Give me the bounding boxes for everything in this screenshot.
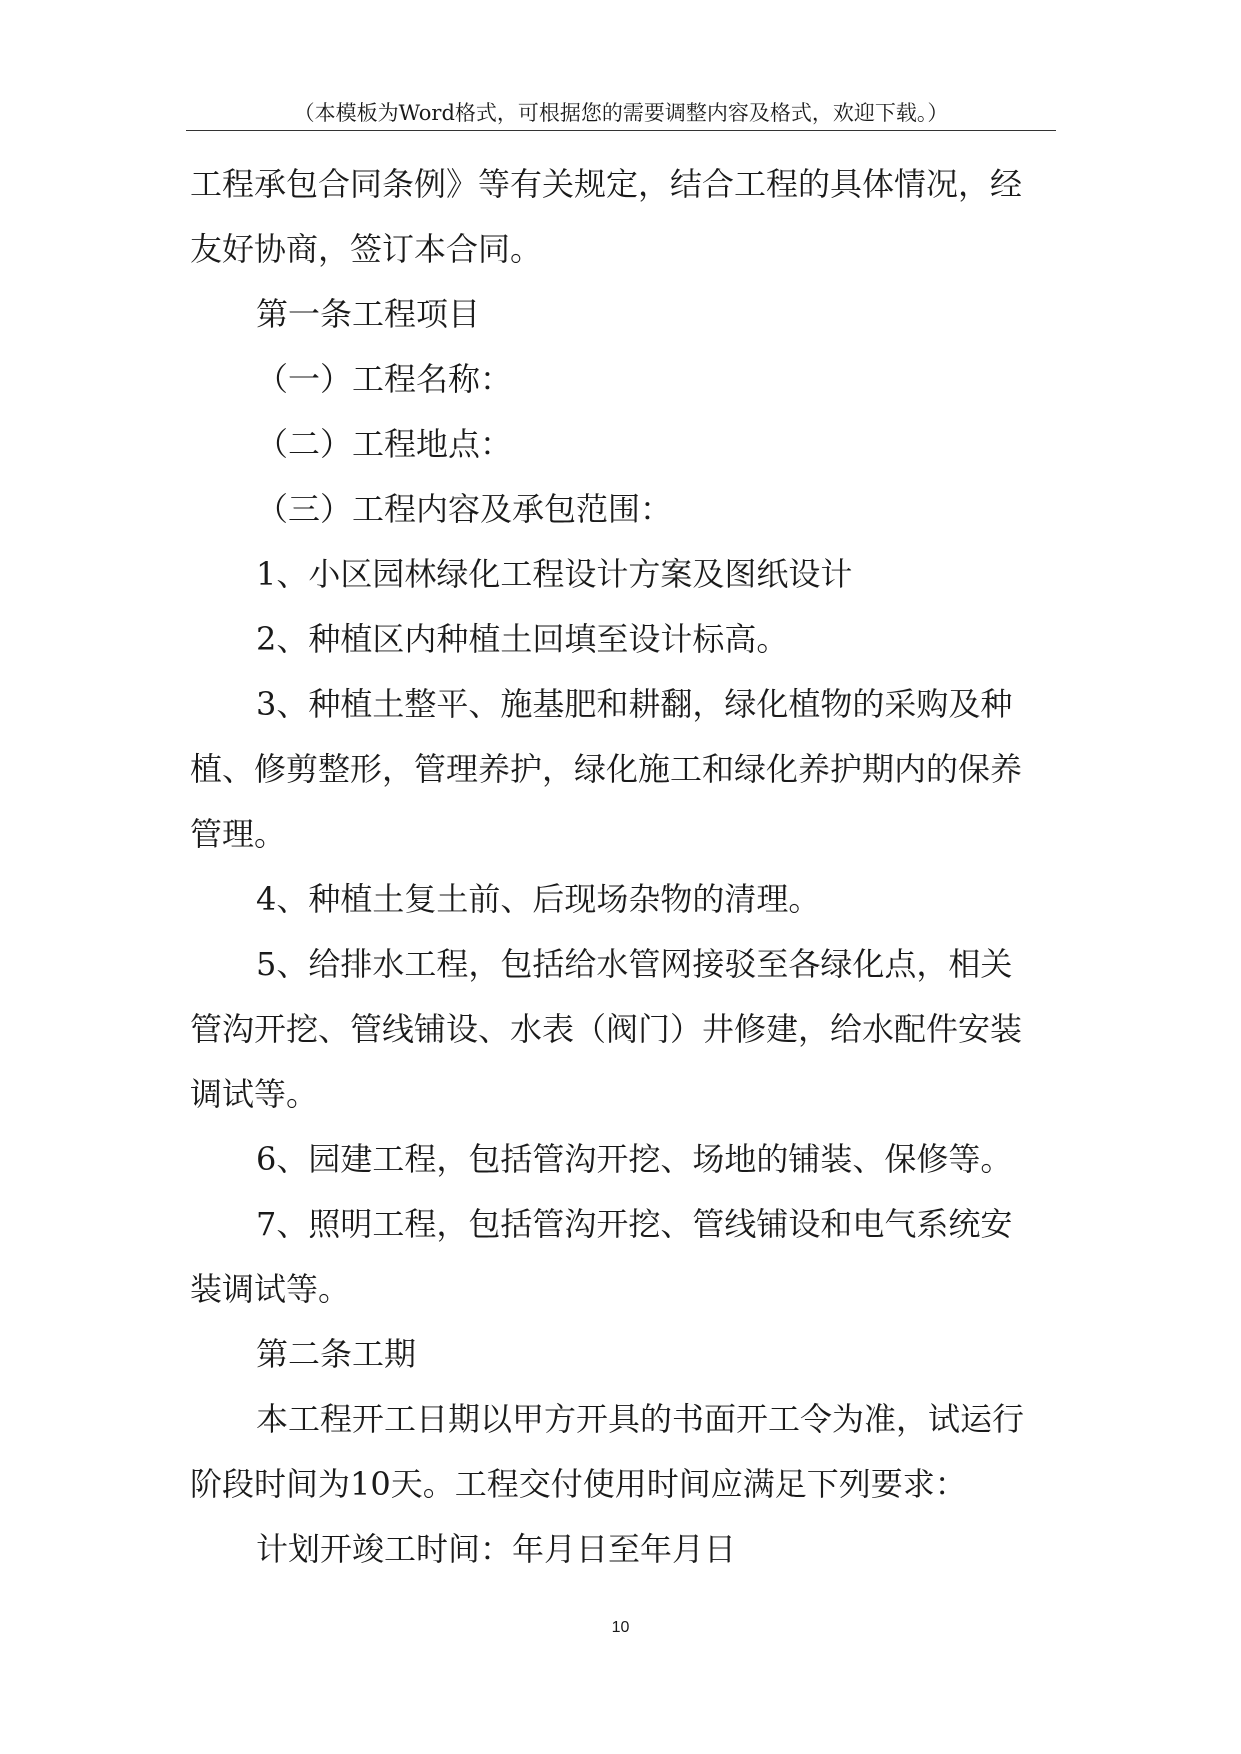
page-number: 10 (611, 1619, 630, 1636)
section-heading: 第二条工期 (256, 1335, 417, 1373)
list-item: 1、小区园林绿化工程设计方案及图纸设计 (256, 555, 853, 593)
body-line: （一）工程名称： (256, 360, 513, 398)
body-line: 计划开竣工时间：年月日至年月日 (256, 1530, 737, 1568)
list-item: 7、照明工程，包括管沟开挖、管线铺设和电气系统安 (256, 1205, 1013, 1243)
body-line: （二）工程地点： (256, 425, 513, 463)
body-line: 装调试等。 (190, 1270, 351, 1308)
body-line: 工程承包合同条例》等有关规定，结合工程的具体情况，经 (190, 165, 1023, 203)
header-divider (186, 130, 1056, 131)
list-item: 5、给排水工程，包括给水管网接驳至各绿化点，相关 (256, 945, 1013, 983)
body-line: 管沟开挖、管线铺设、水表（阀门）井修建，给水配件安装 (190, 1010, 1023, 1048)
list-item: 6、园建工程，包括管沟开挖、场地的铺装、保修等。 (256, 1140, 1013, 1178)
body-line: （三）工程内容及承包范围： (256, 490, 673, 528)
document-body (190, 152, 1056, 1582)
list-item: 4、种植土复土前、后现场杂物的清理。 (256, 880, 821, 918)
body-line: 调试等。 (190, 1075, 319, 1113)
body-line: 管理。 (190, 815, 287, 853)
body-line: 友好协商，签订本合同。 (190, 230, 543, 268)
header-note: （本模板为Word格式，可根据您的需要调整内容及格式，欢迎下载。） (293, 101, 949, 125)
body-line: 植、修剪整形，管理养护，绿化施工和绿化养护期内的保养 (190, 750, 1023, 788)
body-line: 本工程开工日期以甲方开具的书面开工令为准，试运行 (256, 1400, 1025, 1438)
body-line: 阶段时间为10天。工程交付使用时间应满足下列要求： (190, 1465, 967, 1503)
list-item: 3、种植土整平、施基肥和耕翻，绿化植物的采购及种 (256, 685, 1013, 723)
section-heading: 第一条工程项目 (256, 295, 481, 333)
list-item: 2、种植区内种植土回填至设计标高。 (256, 620, 789, 658)
